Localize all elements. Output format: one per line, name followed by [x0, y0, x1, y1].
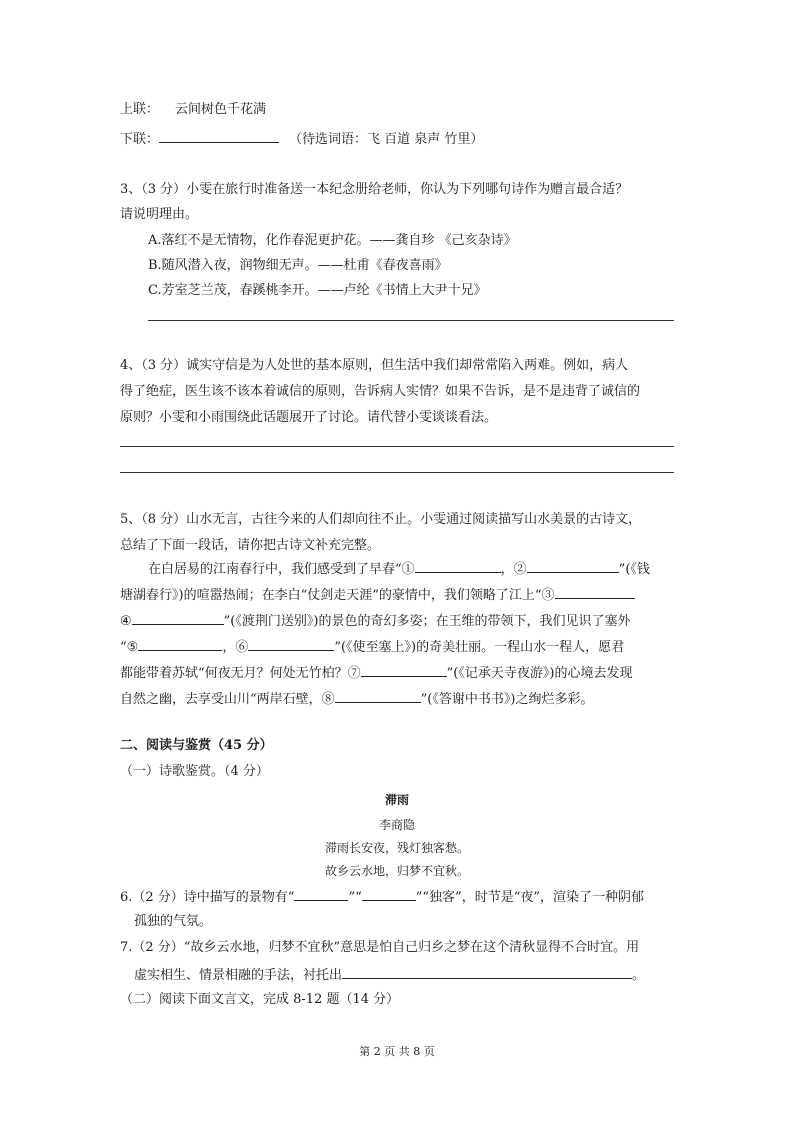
- q5-text: ”(《使至塞上》)的奇美壮丽。一程山水一程人，愿君: [334, 640, 625, 655]
- section-2-title: 二、阅读与鉴赏（45 分）: [120, 738, 273, 753]
- q6-line-2: 孤独的气氛。: [134, 914, 213, 929]
- q5-blank-7[interactable]: [361, 662, 447, 677]
- q5-text: ④: [120, 614, 132, 629]
- q4-line-2: 得了绝症，医生该不该本着诚信的原则，告诉病人实情？如果不告诉，是不是违背了诚信的: [120, 384, 641, 399]
- q7-line-1: 7.（2 分）“故乡云水地，归梦不宜秋”意思是怕自己归乡之梦在这个清秋显得不合时宜。用: [120, 940, 640, 955]
- q5-text: 都能带着苏轼“何夜无月？何处无竹柏？⑦: [120, 666, 361, 681]
- q3-stem-line-2: 请说明理由。: [120, 207, 199, 222]
- q5-paragraph-line-5: [120, 662, 632, 684]
- q5-stem-line-1: 5、（8 分）山水无言，古往今来的人们却向往不止。小雯通过阅读描写山水美景的古诗文，: [120, 512, 642, 527]
- q5-blank-8[interactable]: [335, 688, 421, 703]
- q6-line-1: [120, 886, 644, 908]
- q5-paragraph-line-4: [120, 636, 624, 658]
- poem-line-1: 滞雨长安夜，残灯独客愁。: [324, 841, 469, 855]
- couplet-upper-label: 上联：: [120, 102, 160, 117]
- couplet-lower-line: [120, 128, 483, 150]
- q5-paragraph-line-6: [120, 688, 593, 710]
- q5-stem-line-2: 总结了下面一段话，请你把古诗文补充完整。: [120, 538, 381, 553]
- q4-line-1: 4、（3 分）诚实守信是为人处世的基本原则，但生活中我们却常常陷入两难。例如，病人: [120, 358, 629, 373]
- q5-text: “⑤: [120, 640, 139, 655]
- q5-blank-4[interactable]: [132, 610, 224, 625]
- couplet-lower-blank[interactable]: [159, 128, 279, 143]
- q5-blank-5[interactable]: [138, 636, 222, 651]
- couplet-upper-line: [120, 100, 266, 120]
- q5-text: ，⑥: [222, 640, 249, 655]
- section-2-sub-2: （二）阅读下面文言文，完成 8-12 题（14 分）: [120, 992, 400, 1007]
- q3-stem-line-1: 3、（3 分）小雯在旅行时准备送一本纪念册给老师，你认为下列哪句诗作为赠言最合适？: [120, 182, 629, 197]
- poem-author: 李商隐: [378, 818, 415, 832]
- q5-paragraph-line-1: [148, 558, 650, 580]
- q3-option-a: A.落红不是无情物，化作春泥更护花。——龚自珍 《己亥杂诗》: [148, 233, 517, 248]
- q6-blank-2[interactable]: [362, 886, 416, 901]
- q3-option-b: B.随风潜入夜，润物细无声。——杜甫《春夜喜雨》: [148, 258, 448, 273]
- q5-text: ”(《答谢中书书》)之绚烂多彩。: [420, 692, 594, 707]
- q6-text: ”“: [348, 890, 362, 905]
- q7-blank[interactable]: [342, 964, 632, 979]
- q5-text: ”(《渡荆门送别》)的景色的奇幻多姿；在王维的带领下，我们见识了塞外: [223, 614, 631, 629]
- q5-text: 在白居易的江南春行中，我们感受到了早春“①: [148, 562, 415, 577]
- section-2-sub-1: （一）诗歌鉴赏。（4 分）: [120, 764, 269, 779]
- q5-paragraph-line-2: [120, 584, 635, 606]
- q6-text: ”“独客”，时节是“夜”，渲染了一种阴郁: [415, 890, 644, 905]
- poem-title: 滞雨: [384, 793, 409, 807]
- q5-paragraph-line-3: [120, 610, 630, 632]
- q4-line-3: 原则？小雯和小雨围绕此话题展开了讨论。请代替小雯谈谈看法。: [120, 410, 498, 425]
- poem-line-2: 故乡云水地，归梦不宜秋。: [324, 864, 469, 878]
- couplet-upper-text: 云间树色千花满: [175, 102, 267, 117]
- couplet-lower-label: 下联：: [120, 132, 160, 147]
- q3-answer-line[interactable]: [148, 320, 674, 321]
- q3-option-c: C.芳室芝兰茂，春蹊桃李开。——卢纶《书情上大尹十兄》: [148, 283, 487, 298]
- q5-text: 自然之幽，去享受山川“两岸石壁，⑧: [120, 692, 335, 707]
- q5-text: ”(《钱: [618, 562, 650, 577]
- q6-text: 6.（2 分）诗中描写的景物有“: [120, 890, 295, 905]
- q5-blank-3[interactable]: [555, 584, 635, 599]
- page-footer: 第 2 页 共 8 页: [359, 1045, 435, 1058]
- q4-answer-line-2[interactable]: [120, 472, 674, 473]
- q7-text: 。: [632, 968, 646, 983]
- q5-text: ”(《记承天寺夜游》)的心境去发现: [446, 666, 633, 681]
- q4-answer-line-1[interactable]: [120, 446, 674, 447]
- q6-blank-1[interactable]: [294, 886, 348, 901]
- q5-blank-6[interactable]: [248, 636, 334, 651]
- q5-blank-2[interactable]: [527, 558, 619, 573]
- q5-text: 塘湖春行》)的喧嚣热闹；在李白“仗剑走天涯”的豪情中，我们领略了江上“③: [120, 588, 555, 603]
- q5-text: ，②: [500, 562, 527, 577]
- couplet-lower-hint: （待选词语：飞 百道 泉声 竹里）: [289, 132, 484, 147]
- q7-line-2: [134, 964, 645, 986]
- q7-text: 虚实相生、情景相融的手法，衬托出: [134, 968, 343, 983]
- q5-blank-1[interactable]: [415, 558, 501, 573]
